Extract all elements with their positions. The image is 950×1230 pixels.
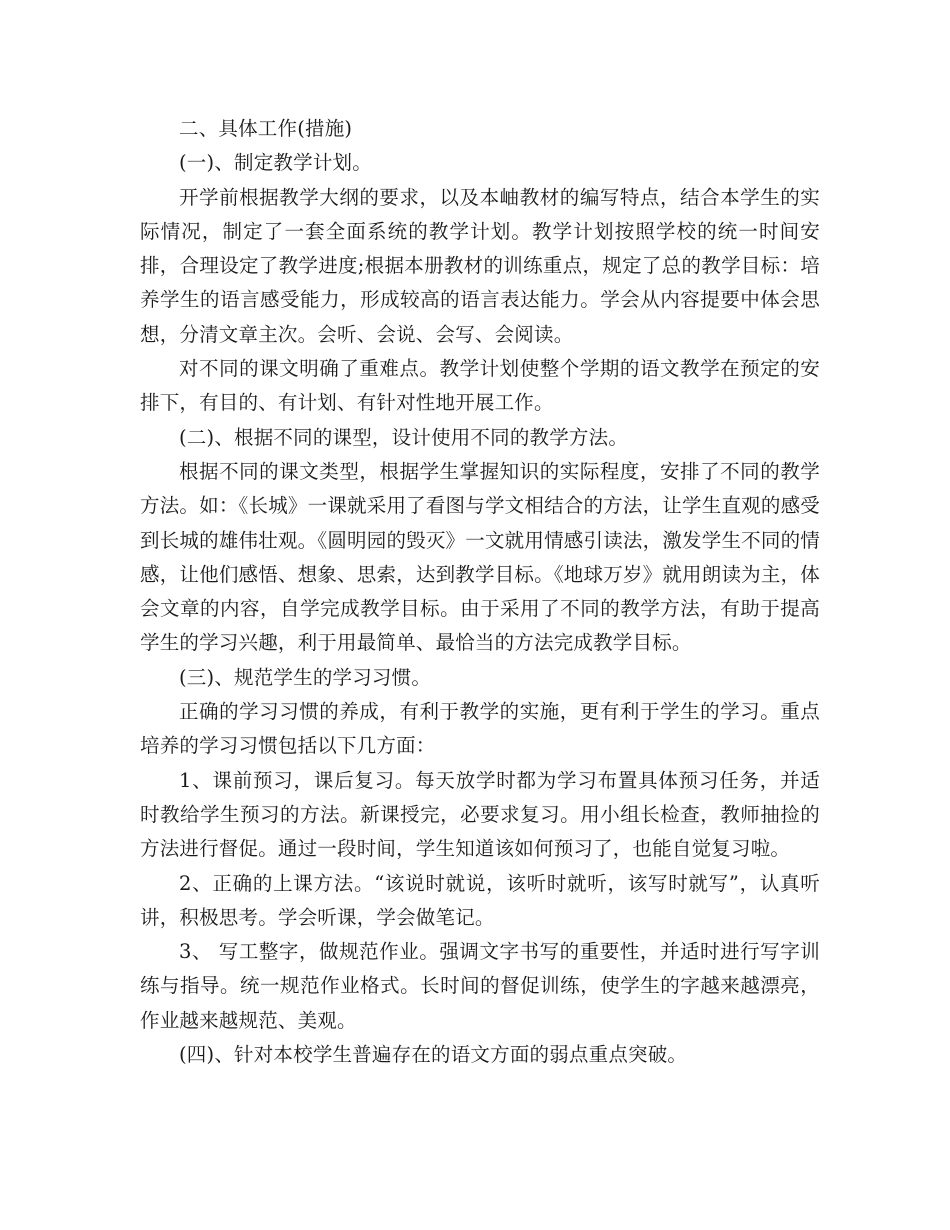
paragraph-teaching-plan: 开学前根据教学大纲的要求，以及本岫教材的编写特点，结合本学生的实际情况，制定了一套全面系统的教学计划。教学计划按照学校的统一时间安排，合理设定了教学进度;根据本册教材的训练重点，规定了总的教学目标：培养学生的语言感受能力，形成较高的语言表达能力。学会从内容提要中体会思想，分清文章主次。会听、会说、会写、会阅读。: [140, 185, 820, 346]
section-heading: 二、具体工作(措施): [179, 117, 353, 140]
subsection-heading-1: (一)、制定教学计划。: [179, 151, 372, 175]
document-body: [140, 112, 820, 1072]
subsection-heading-3: (三)、规范学生的学习习惯。: [179, 665, 432, 689]
list-item-3: 3、 写工整字，做规范作业。强调文字书写的重要性，并适时进行写字训练与指导。统一规范作业格式。长时间的督促训练，使学生的字越来越漂亮，作业越来越规范、美观。: [140, 940, 820, 1032]
paragraph-key-points: 对不同的课文明确了重难点。教学计划使整个学期的语文教学在预定的安排下，有目的、有计划、有针对性地开展工作。: [140, 357, 820, 415]
list-item-2: 2、正确的上课方法。“该说时就说，该听时就听，该写时就写”，认真听讲，积极思考。学会听课，学会做笔记。: [140, 871, 820, 929]
subsection-heading-4: (四)、针对本校学生普遍存在的语文方面的弱点重点突破。: [179, 1043, 688, 1067]
paragraph-study-habits: 正确的学习习惯的养成，有利于教学的实施，更有利于学生的学习。重点培养的学习习惯包括以下几方面：: [140, 700, 820, 758]
paragraph-teaching-methods: 根据不同的课文类型，根据学生掌握知识的实际程度，安排了不同的教学方法。如：《长城》一课就采用了看图与学文相结合的方法，让学生直观的感受到长城的雄伟壮观。《圆明园的毁灭》一文就用情感引读法，激发学生不同的情感，让他们感悟、想象、思索，达到教学目标。《地球万岁》就用朗读为主，体会文章的内容，自学完成教学目标。由于采用了不同的教学方法，有助于提高学生的学习兴趣，利于用最简单、最恰当的方法完成教学目标。: [140, 459, 820, 655]
list-item-1: 1、课前预习，课后复习。每天放学时都为学习布置具体预习任务，并适时教给学生预习的方法。新课授完，必要求复习。用小组长检查，教师抽捡的方法进行督促。通过一段时间，学生知道该如何预习了，也能自觉复习啦。: [140, 768, 820, 861]
subsection-heading-2: (二)、根据不同的课型，设计使用不同的教学方法。: [179, 425, 629, 449]
